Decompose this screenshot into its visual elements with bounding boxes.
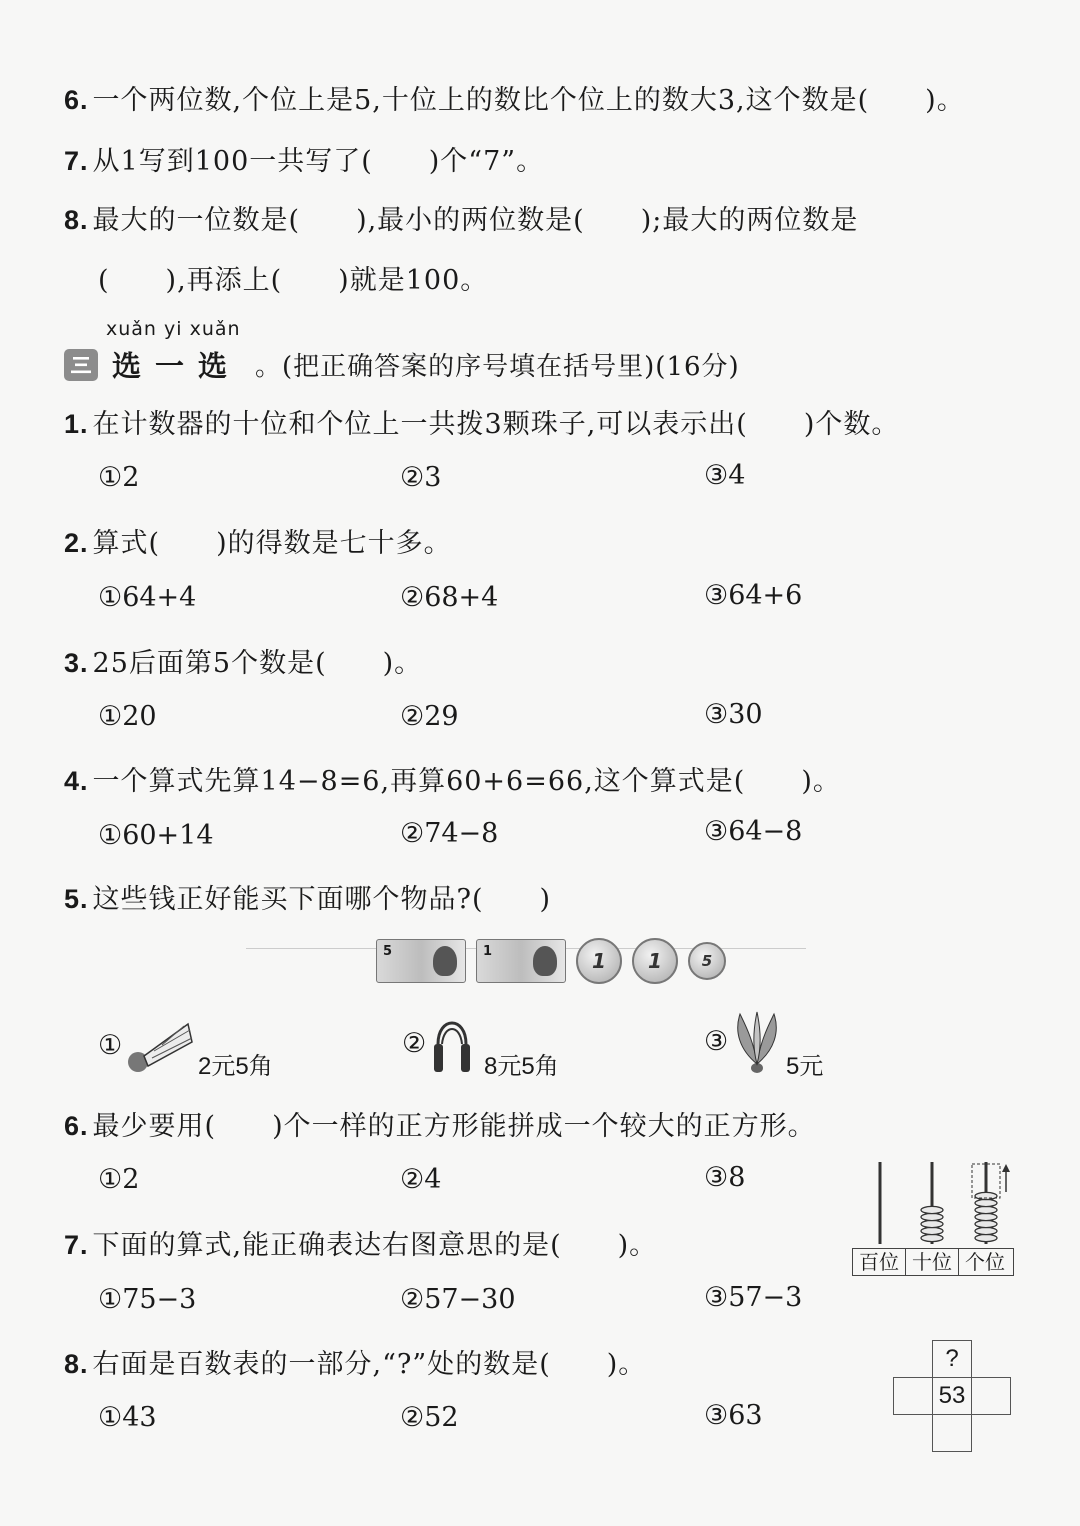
question-5: [64, 877, 551, 916]
up-arrow-head: [1002, 1164, 1010, 1172]
chart-cell: [972, 1378, 1011, 1415]
option-5-1[interactable]: [98, 1030, 122, 1061]
fill-question-8-continued: ( ),再添上( )就是100。: [98, 265, 489, 296]
bill-denomination: 5: [383, 944, 393, 959]
abacus-bead: [975, 1227, 997, 1234]
question-text: 从1写到100一共写了( )个“7”。: [92, 146, 545, 177]
option-2-2[interactable]: ②68+4: [400, 582, 499, 613]
question-number: 8.: [64, 205, 89, 235]
shuttlecock-icon: [126, 1018, 196, 1076]
question-number: 1.: [64, 409, 89, 439]
abacus-bead: [975, 1234, 997, 1241]
abacus-bead: [975, 1192, 997, 1199]
section-three-icon: [70, 355, 92, 375]
unknown-cell: ?: [933, 1341, 972, 1378]
question-text: 下面的算式,能正确表达右图意思的是( )。: [92, 1230, 658, 1261]
chart-cell: [894, 1378, 933, 1415]
abacus-bead: [921, 1227, 943, 1234]
bill-5-yuan: [376, 939, 466, 983]
option-4-2[interactable]: ②74−8: [400, 818, 499, 849]
option-6-2[interactable]: ②4: [400, 1164, 442, 1195]
jump-rope-icon: [428, 1014, 478, 1076]
option-6-3[interactable]: ③8: [704, 1162, 746, 1193]
question-number: 5.: [64, 884, 89, 914]
option-4-1[interactable]: ①60+14: [98, 820, 214, 851]
abacus-figure: [852, 1158, 1014, 1274]
option-7-2[interactable]: ②57−30: [400, 1284, 516, 1315]
portrait-icon: [433, 946, 457, 976]
abacus-bead: [921, 1206, 943, 1213]
fill-question-7: [64, 139, 544, 178]
question-number: 6.: [64, 1111, 89, 1141]
fill-question-8: [64, 198, 858, 237]
option-4-3[interactable]: ③64−8: [704, 816, 803, 847]
question-2: [64, 521, 452, 560]
abacus-bead: [975, 1199, 997, 1206]
abacus-bead: [975, 1213, 997, 1220]
section-header: [64, 344, 740, 385]
bill-1-yuan: [476, 939, 566, 983]
price-label: 5元: [786, 1053, 824, 1080]
option-3-3[interactable]: ③30: [704, 699, 763, 730]
question-text: 一个两位数,个位上是5,十位上的数比个位上的数大3,这个数是( )。: [92, 85, 965, 116]
fill-question-6: [64, 78, 965, 117]
bill-denomination: 1: [483, 944, 493, 959]
option-label: ①: [98, 1030, 123, 1061]
question-8: [64, 1342, 646, 1381]
option-2-3[interactable]: ③64+6: [704, 580, 803, 611]
question-text: 一个算式先算14−8=6,再算60+6=66,这个算式是( )。: [92, 766, 841, 797]
option-label: ③: [704, 1026, 729, 1057]
question-text: 25后面第5个数是( )。: [92, 648, 423, 679]
label-ones: 个位: [965, 1250, 1005, 1274]
abacus-rods: [852, 1158, 1014, 1244]
option-label: ②: [402, 1028, 427, 1059]
portrait-icon: [533, 946, 557, 976]
abacus-bead: [975, 1220, 997, 1227]
shuttlecock-feather-icon: [730, 1010, 784, 1076]
option-8-2[interactable]: ②52: [400, 1402, 459, 1433]
price-label: 8元5角: [484, 1053, 559, 1080]
abacus-bead: [921, 1220, 943, 1227]
section-note: 。(把正确答案的序号填在括号里)(16分): [255, 352, 740, 382]
question-1: [64, 402, 899, 441]
option-1-3[interactable]: ③4: [704, 460, 746, 491]
question-3: [64, 641, 422, 680]
option-2-1[interactable]: ①64+4: [98, 582, 197, 613]
question-number: 3.: [64, 648, 89, 678]
section-pinyin: xuǎn yi xuǎn: [106, 318, 241, 340]
question-number: 6.: [64, 85, 89, 115]
label-tens: 十位: [906, 1249, 959, 1275]
option-7-3[interactable]: ③57−3: [704, 1282, 803, 1313]
option-3-1[interactable]: ①20: [98, 701, 157, 732]
question-number: 7.: [64, 1230, 89, 1260]
question-text: 右面是百数表的一部分,“?”处的数是( )。: [92, 1349, 647, 1380]
question-text: 在计数器的十位和个位上一共拨3颗珠子,可以表示出( )个数。: [92, 409, 900, 440]
question-7: [64, 1223, 657, 1262]
option-3-2[interactable]: ②29: [400, 701, 459, 732]
question-text: 最大的一位数是( ),最小的两位数是( );最大的两位数是: [92, 205, 859, 236]
question-number: 4.: [64, 766, 89, 796]
coin-5-jiao: 5: [688, 942, 726, 980]
option-1-2[interactable]: ②3: [400, 462, 442, 493]
option-1-1[interactable]: ①2: [98, 462, 140, 493]
question-text: 最少要用( )个一样的正方形能拼成一个较大的正方形。: [92, 1111, 816, 1142]
question-number: 8.: [64, 1349, 89, 1379]
option-5-2[interactable]: [402, 1028, 426, 1059]
abacus-bead: [975, 1206, 997, 1213]
center-cell: 53: [933, 1378, 972, 1415]
option-8-1[interactable]: ①43: [98, 1402, 157, 1433]
price-label: 2元5角: [198, 1053, 273, 1080]
abacus-bead: [921, 1234, 943, 1241]
question-text: 算式( )的得数是七十多。: [92, 528, 452, 559]
abacus-labels: [852, 1248, 1014, 1276]
question-number: 7.: [64, 146, 89, 176]
option-7-1[interactable]: ①75−3: [98, 1284, 197, 1315]
money-row: [376, 938, 726, 984]
question-6: [64, 1104, 816, 1143]
question-number: 2.: [64, 528, 89, 558]
abacus-bead: [921, 1213, 943, 1220]
coin-1-yuan: 1: [632, 938, 678, 984]
option-6-1[interactable]: ①2: [98, 1164, 140, 1195]
hundred-chart-fragment: [893, 1340, 1011, 1452]
section-badge: [64, 349, 98, 381]
section-title: 选一选: [112, 349, 242, 383]
chart-cell: [933, 1415, 972, 1452]
question-text: 这些钱正好能买下面哪个物品?( ): [92, 884, 552, 915]
label-hundreds: 百位: [853, 1249, 906, 1275]
question-4: [64, 759, 841, 798]
coin-1-yuan: 1: [576, 938, 622, 984]
option-8-3[interactable]: ③63: [704, 1400, 763, 1431]
option-5-3[interactable]: [704, 1026, 728, 1057]
